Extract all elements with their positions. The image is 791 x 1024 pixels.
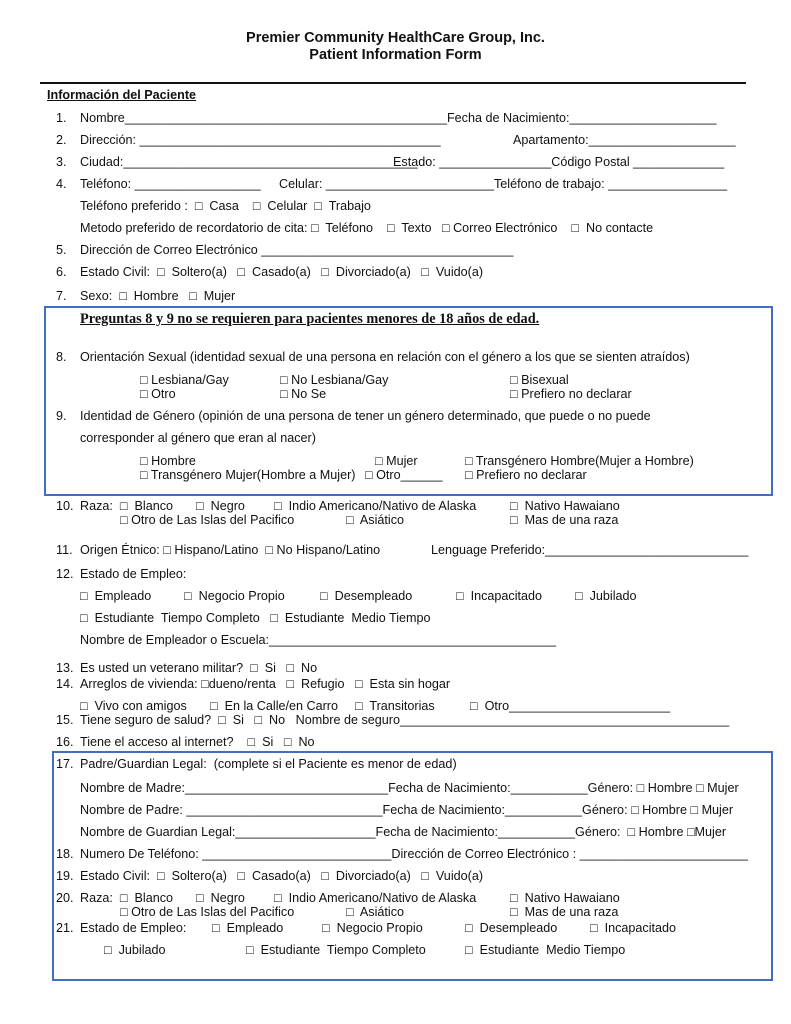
- form-field-text[interactable]: □ Negro: [196, 499, 245, 513]
- form-field-text: Identidad de Género (opinión de una persona de tener un género determinado, que puede o no puede: [80, 409, 651, 423]
- form-field-text[interactable]: Apartamento:_____________________: [513, 133, 736, 147]
- form-field-text: Padre/Guardian Legal: (complete si el Paciente es menor de edad): [80, 757, 457, 771]
- form-field-text[interactable]: □ Bisexual: [510, 373, 569, 387]
- form-field-text[interactable]: □ Mujer: [375, 454, 418, 468]
- form-field-text[interactable]: Raza: □ Blanco: [80, 499, 174, 513]
- form-title: Premier Community HealthCare Group, Inc.: [246, 30, 545, 46]
- item-number: 21.: [56, 921, 74, 935]
- form-field-text[interactable]: Estado Civil: □ Soltero(a) □ Casado(a) □ Divorciado(a) □ Vuido(a): [80, 869, 484, 883]
- item-number: 18.: [56, 847, 74, 861]
- form-field-text: Estado de Empleo:: [80, 921, 187, 935]
- form-field-text[interactable]: □ Transitorias: [355, 699, 435, 713]
- item-number: 15.: [56, 713, 74, 727]
- form-field-text[interactable]: □ Jubilado: [104, 943, 166, 957]
- form-field-text[interactable]: Dirección: ___________________________________________: [80, 133, 441, 147]
- form-field-text[interactable]: □ Empleado: [80, 589, 152, 603]
- form-field-text[interactable]: □ Mas de una raza: [510, 905, 619, 919]
- form-field-text[interactable]: □ En la Calle/en Carro: [210, 699, 339, 713]
- item-number: 2.: [56, 133, 67, 147]
- form-field-text[interactable]: □ Otro de Las Islas del Pacifico: [120, 513, 295, 527]
- form-field-text[interactable]: □ No Lesbiana/Gay: [280, 373, 389, 387]
- item-number: 10.: [56, 499, 74, 513]
- item-number: 3.: [56, 155, 67, 169]
- form-field-text[interactable]: Celular: ________________________Teléfono de trabajo: _________________: [279, 177, 728, 191]
- form-field-text[interactable]: Origen Étnico: □ Hispano/Latino □ No Hispano/Latino: [80, 543, 381, 557]
- item-number: 16.: [56, 735, 74, 749]
- form-field-text[interactable]: Estado Civil: □ Soltero(a) □ Casado(a) □ Divorciado(a) □ Vuido(a): [80, 265, 484, 279]
- form-field-text[interactable]: □ Otro de Las Islas del Pacifico: [120, 905, 295, 919]
- form-field-text[interactable]: □ No Se: [280, 387, 327, 401]
- form-field-text[interactable]: Es usted un veterano militar? □ Si □ No: [80, 661, 318, 675]
- form-field-text[interactable]: Ciudad:__________________________________________: [80, 155, 418, 169]
- form-field-text[interactable]: Nombre de Padre: ____________________________Fecha de Nacimiento:___________Género: □ Hombre □ Mujer: [80, 803, 734, 817]
- form-field-text[interactable]: □ Negro: [196, 891, 245, 905]
- form-field-text: Orientación Sexual (identidad sexual de una persona en relación con el género a los que se sienten atraídos): [80, 350, 690, 364]
- item-number: 11.: [56, 543, 73, 557]
- form-field-text[interactable]: □ Nativo Hawaiano: [510, 891, 620, 905]
- form-field-text[interactable]: □ Hombre: [140, 454, 196, 468]
- item-number: 14.: [56, 677, 74, 691]
- form-field-text[interactable]: □ Transgénero Mujer(Hombre a Mujer): [140, 468, 356, 482]
- form-field-text: Estado de Empleo:: [80, 567, 187, 581]
- item-number: 7.: [56, 289, 67, 303]
- item-number: 17.: [56, 757, 74, 771]
- form-field-text[interactable]: □ Otro______: [365, 468, 443, 482]
- form-field-text[interactable]: □ Otro: [140, 387, 176, 401]
- item-number: 5.: [56, 243, 67, 257]
- form-field-text[interactable]: Lenguage Preferido:_____________________________: [431, 543, 749, 557]
- age-notice: Preguntas 8 y 9 no se requieren para pacientes menores de 18 años de edad.: [80, 311, 540, 327]
- form-field-text[interactable]: □ Incapacitado: [456, 589, 543, 603]
- form-field-text[interactable]: Numero De Teléfono: ___________________________Dirección de Correo Electrónico : ________________________: [80, 847, 748, 861]
- form-field-text[interactable]: □ Incapacitado: [590, 921, 677, 935]
- form-field-text[interactable]: □ Indio Americano/Nativo de Alaska: [274, 499, 477, 513]
- form-field-text[interactable]: □ Mas de una raza: [510, 513, 619, 527]
- item-number: 4.: [56, 177, 67, 191]
- item-number: 1.: [56, 111, 67, 125]
- form-field-text[interactable]: Nombre de Empleador o Escuela:_________________________________________: [80, 633, 557, 647]
- form-field-text[interactable]: Sexo: □ Hombre □ Mujer: [80, 289, 236, 303]
- item-number: 8.: [56, 350, 67, 364]
- form-field-text[interactable]: Dirección de Correo Electrónico ____________________________________: [80, 243, 514, 257]
- form-field-text[interactable]: Tiene seguro de salud? □ Si □ No Nombre de seguro_______________________________________________: [80, 713, 730, 727]
- form-field-text[interactable]: □ Negocio Propio: [184, 589, 285, 603]
- form-field-text[interactable]: Teléfono preferido : □ Casa □ Celular □ Trabajo: [80, 199, 371, 213]
- form-field-text[interactable]: □ Estudiante Tiempo Completo □ Estudiante Medio Tiempo: [80, 611, 431, 625]
- form-field-text[interactable]: Nombre de Guardian Legal:____________________Fecha de Nacimiento:___________Género: □ Hombre □Mujer: [80, 825, 727, 839]
- form-field-text: corresponder al género que eran al nacer): [80, 431, 316, 445]
- item-number: 12.: [56, 567, 74, 581]
- form-field-text[interactable]: □ Jubilado: [575, 589, 637, 603]
- form-field-text[interactable]: □ Lesbiana/Gay: [140, 373, 229, 387]
- form-field-text[interactable]: □ Indio Americano/Nativo de Alaska: [274, 891, 477, 905]
- form-field-text[interactable]: □ Desempleado: [465, 921, 558, 935]
- item-number: 19.: [56, 869, 74, 883]
- form-field-text[interactable]: Arreglos de vivienda: □dueno/renta □ Refugio □ Esta sin hogar: [80, 677, 451, 691]
- item-number: 9.: [56, 409, 67, 423]
- form-field-text[interactable]: □ Estudiante Tiempo Completo: [246, 943, 426, 957]
- item-number: 6.: [56, 265, 67, 279]
- section-title: Información del Paciente: [47, 88, 197, 102]
- form-field-text[interactable]: □ Empleado: [212, 921, 284, 935]
- form-field-text[interactable]: Tiene el acceso al internet? □ Si □ No: [80, 735, 315, 749]
- form-field-text[interactable]: □ Asiático: [346, 905, 405, 919]
- item-number: 20.: [56, 891, 74, 905]
- form-field-text[interactable]: □ Transgénero Hombre(Mujer a Hombre): [465, 454, 694, 468]
- form-field-text[interactable]: Nombre______________________________________________Fecha de Nacimiento:_____________________: [80, 111, 717, 125]
- form-field-text[interactable]: □ Negocio Propio: [322, 921, 423, 935]
- form-field-text[interactable]: □ Nativo Hawaiano: [510, 499, 620, 513]
- form-field-text[interactable]: Nombre de Madre:_____________________________Fecha de Nacimiento:___________Género: □ Hombre □ Mujer: [80, 781, 739, 795]
- form-field-text[interactable]: □ Asiático: [346, 513, 405, 527]
- form-field-text[interactable]: Metodo preferido de recordatorio de cita: □ Teléfono □ Texto □ Correo Electrónico □ No contacte: [80, 221, 654, 235]
- form-subtitle: Patient Information Form: [309, 47, 482, 63]
- item-number: 13.: [56, 661, 74, 675]
- form-field-text[interactable]: □ Otro_______________________: [470, 699, 671, 713]
- form-field-text[interactable]: □ Vivo con amigos: [80, 699, 187, 713]
- form-field-text[interactable]: □ Desempleado: [320, 589, 413, 603]
- form-field-text[interactable]: □ Prefiero no declarar: [510, 387, 632, 401]
- form-field-text[interactable]: □ Prefiero no declarar: [465, 468, 587, 482]
- form-field-text[interactable]: Teléfono: __________________: [80, 177, 261, 191]
- form-field-text[interactable]: Raza: □ Blanco: [80, 891, 174, 905]
- form-field-text[interactable]: Estado: ________________Código Postal _____________: [393, 155, 725, 169]
- form-field-text[interactable]: □ Estudiante Medio Tiempo: [465, 943, 626, 957]
- header-rule: [40, 82, 746, 84]
